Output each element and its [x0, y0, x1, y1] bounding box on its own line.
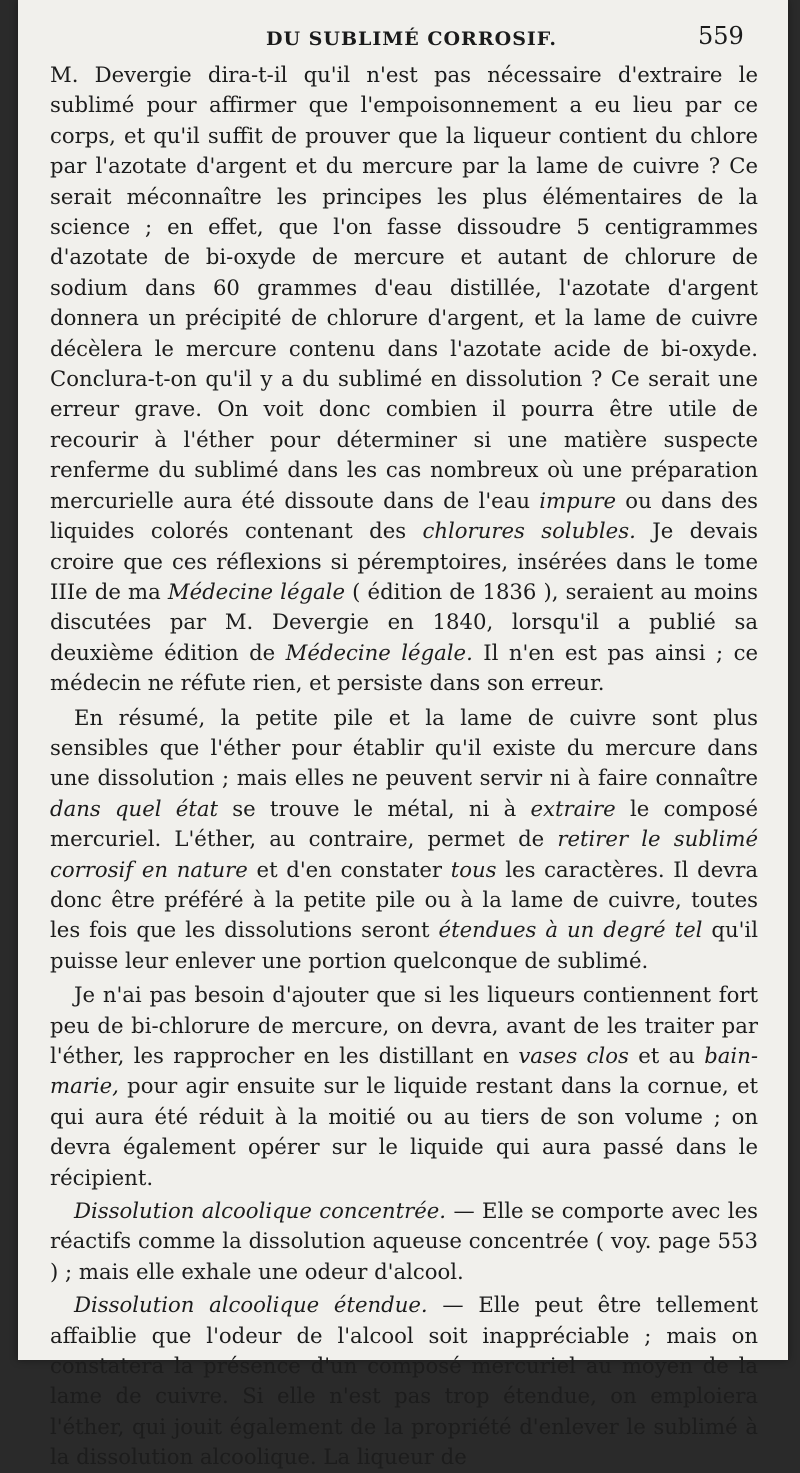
paragraph: [50, 1196, 758, 1287]
text-run: qu'il puisse leur enlever une portion quelconque de sublimé.: [50, 917, 758, 973]
italic-run: tous: [450, 856, 497, 882]
text-run: le composé mercuriel. L'éther, au contraire, permet de: [50, 795, 759, 852]
text-run: les caractères. Il devra donc être préféré à la petite pile ou à la lame de cuivre, toutes les fois que les dissolutions seront: [50, 856, 758, 943]
italic-run: Médecine légale.: [285, 639, 473, 665]
italic-run: étendues à un degré tel: [438, 917, 703, 943]
text-run: — Elle se comporte avec les réactifs comme la dissolution aqueuse concentrée ( voy. page 553 ) ; mais elle exhale une odeur d'alcool.: [50, 1198, 758, 1284]
page-header: [18, 22, 788, 52]
text-run: — Elle peut être tellement affaiblie que l'odeur de l'alcool soit inappréciable ; mais on constatera la présence d'un composé mercuriel au moyen de la lame de cuivre. Si elle n'est pas trop étendue, on emploiera l'éther, qui jouit également de la propriété d'enlever le sublimé à la dissolution alcoolique. La liqueur de: [50, 1292, 758, 1470]
running-head: DU SUBLIMÉ CORROSIF.: [266, 28, 557, 50]
italic-run: bain-marie,: [50, 1043, 758, 1099]
text-run: et au: [628, 1043, 705, 1068]
paragraph: [50, 703, 758, 977]
text-run: ou dans des liquides colorés contenant des: [50, 487, 758, 544]
italic-run: dans quel état: [50, 795, 218, 821]
text-run: Je n'ai pas besoin d'ajouter que si les liqueurs contiennent fort peu de bi-chlorure de mercure, on devra, avant de les traiter par l'éther, les rapprocher en les distillant en: [50, 982, 758, 1068]
text-run: pour agir ensuite sur le liquide restant dans la cornue, et qui aura été réduit à la moitié ou au tiers de son volume ; on devra également opérer sur le liquide qui aura passé dans le récipient.: [50, 1073, 758, 1190]
text-run: Il n'en est pas ainsi ; ce médecin ne réfute rien, et persiste dans son erreur.: [50, 639, 758, 696]
text-run: Je devais croire que ces réflexions si péremptoires, insérées dans le tome IIIe de ma: [50, 518, 758, 604]
paragraph: [50, 1290, 758, 1472]
body-text: [50, 60, 758, 1473]
page-number: 559: [698, 22, 744, 50]
text-run: M. Devergie dira-t-il qu'il n'est pas nécessaire d'extraire le sublimé pour affirmer que l'empoisonnement a eu lieu par ce corps, et qu'il suffit de prouver que la liqueur contient du chlore par l'azotate d'argent et du mercure par la lame de cuivre ? Ce serait méconnaître les principes les plus élémentaires de la science ; en effet, que l'on fasse dissoudre 5 centigrammes d'azotate de bi-oxyde de mercure et autant de chlorure de sodium dans 60 grammes d'eau distillée, l'azotate d'argent donnera un précipité de chlorure d'argent, et la lame de cuivre décèlera le mercure contenu dans l'azotate acide de bi-oxyde. Conclura-t-on qu'il y a du sublimé en dissolution ? Ce serait une erreur grave. On voit donc combien il pourra être utile de recourir à l'éther pour déterminer si une matière suspecte renferme du sublimé dans les cas nombreux où une préparation mercurielle aura été dissoute dans de l'eau: [50, 62, 758, 513]
text-run: En résumé, la petite pile et la lame de cuivre sont plus sensibles que l'éther pour établir qu'il existe du mercure dans une dissolution ; mais elles ne peuvent servir ni à faire connaître: [50, 704, 758, 791]
paragraph: [50, 60, 758, 699]
paragraph: [50, 980, 758, 1193]
italic-run: chlorures solubles.: [422, 518, 636, 544]
italic-run: Dissolution alcoolique concentrée.: [74, 1198, 447, 1224]
book-page: [18, 0, 788, 1470]
italic-run: Médecine légale: [167, 578, 345, 604]
italic-run: vases clos: [518, 1043, 629, 1068]
italic-run: retirer le sublimé corrosif en nature: [50, 826, 758, 882]
italic-run: impure: [539, 487, 617, 513]
italic-run: Dissolution alcoolique étendue.: [74, 1292, 428, 1318]
text-run: et d'en constater: [247, 856, 451, 882]
italic-run: extraire: [530, 795, 616, 821]
text-run: ( édition de 1836 ), seraient au moins discutées par M. Devergie en 1840, lorsqu'il a publié sa deuxième édition de: [50, 578, 758, 665]
text-run: se trouve le métal, ni à: [217, 795, 531, 821]
